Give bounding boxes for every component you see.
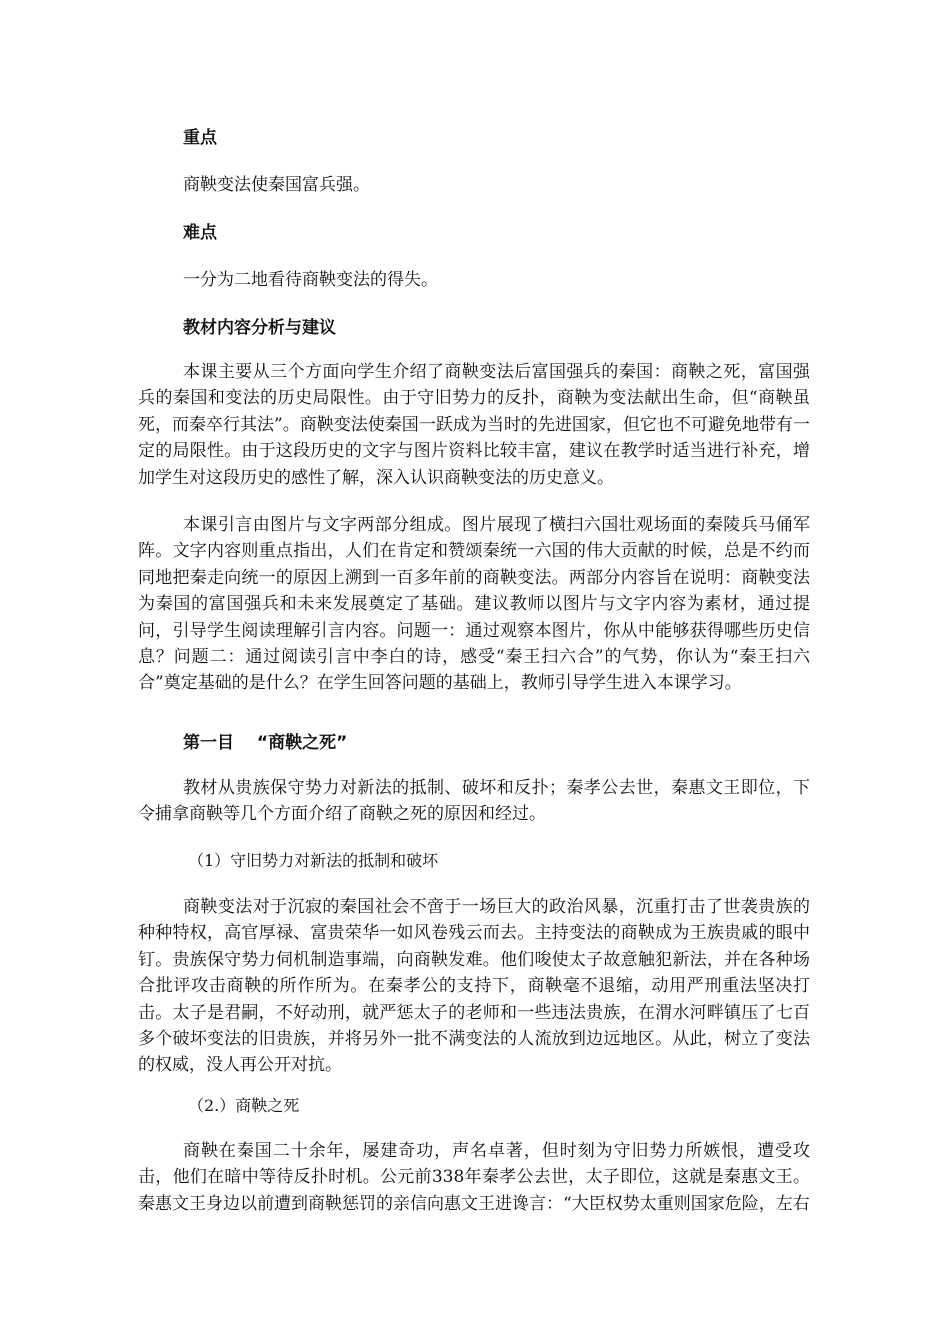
difficulty-text: 一分为二地看待商鞅变法的得失。 (183, 270, 438, 290)
analysis-paragraph-2: 本课引言由图片与文字两部分组成。图片展现了横扫六国壮观场面的秦陵兵马俑军阵。文字内容则重点指出，人们在肯定和赞颂秦统一六国的伟大贡献的时候，总是不约而同地把秦走向统一的原因上溯到一百多年前的商鞅变法。两部分内容旨在说明：商鞅变法为秦国的富国强兵和未来发展奠定了基础。建议教师以图片与文字内容为素材，通过提问，引导学生阅读理解引言内容。问题一：通过观察本图片，你从中能够获得哪些历史信息？问题二：通过阅读引言中李白的诗，感受“秦王扫六合”的气势，你认为“秦王扫六合”奠定基础的是什么？在学生回答问题的基础上，教师引导学生进入本课学习。 (138, 515, 810, 694)
part1-heading: 第一目 “商鞅之死” (183, 733, 348, 753)
sub2-heading: （2.）商鞅之死 (188, 1096, 300, 1115)
part1-intro: 教材从贵族保守势力对新法的抵制、破坏和反扑；秦孝公去世，秦惠文王即位，下令捕拿商鞅等几个方面介绍了商鞅之死的原因和经过。 (138, 778, 810, 825)
sub2-paragraph: 商鞅在秦国二十余年，屡建奇功，声名卓著，但时刻为守旧势力所嫉恨，遭受攻击，他们在暗中等待反扑时机。公元前338年秦孝公去世，太子即位，这就是秦惠文王。秦惠文王身边以前遭到商鞅惩罚的亲信向惠文王进谗言：“大臣权势太重则国家危险，左右 (138, 1141, 810, 1214)
key-point-heading: 重点 (183, 128, 217, 148)
key-point-text: 商鞅变法使秦国富兵强。 (183, 175, 370, 195)
difficulty-heading: 难点 (183, 223, 217, 243)
analysis-paragraph-1: 本课主要从三个方面向学生介绍了商鞅变法后富国强兵的秦国：商鞅之死，富国强兵的秦国和变法的历史局限性。由于守旧势力的反扑，商鞅为变法献出生命，但“商鞅虽死，而秦卒行其法”。商鞅变法使秦国一跃成为当时的先进国家，但它也不可避免地带有一定的局限性。由于这段历史的文字与图片资料比较丰富，建议在教学时适当进行补充，增加学生对这段历史的感性了解，深入认识商鞅变法的历史意义。 (138, 362, 810, 488)
sub1-paragraph: 商鞅变法对于沉寂的秦国社会不啻于一场巨大的政治风暴，沉重打击了世袭贵族的种种特权，高官厚禄、富贵荣华一如风卷残云而去。主持变法的商鞅成为王族贵戚的眼中钉。贵族保守势力伺机制造事端，向商鞅发难。他们唆使太子故意触犯新法，并在各种场合批评攻击商鞅的所作所为。在秦孝公的支持下，商鞅毫不退缩，动用严刑重法坚决打击。太子是君嗣，不好动刑，就严惩太子的老师和一些违法贵族，在渭水河畔镇压了七百多个破坏变法的旧贵族，并将另外一批不满变法的人流放到边远地区。从此，树立了变法的权威，没人再公开对抗。 (138, 897, 810, 1076)
analysis-heading: 教材内容分析与建议 (183, 318, 336, 338)
sub1-heading: （1）守旧势力对新法的抵制和破坏 (188, 851, 439, 870)
